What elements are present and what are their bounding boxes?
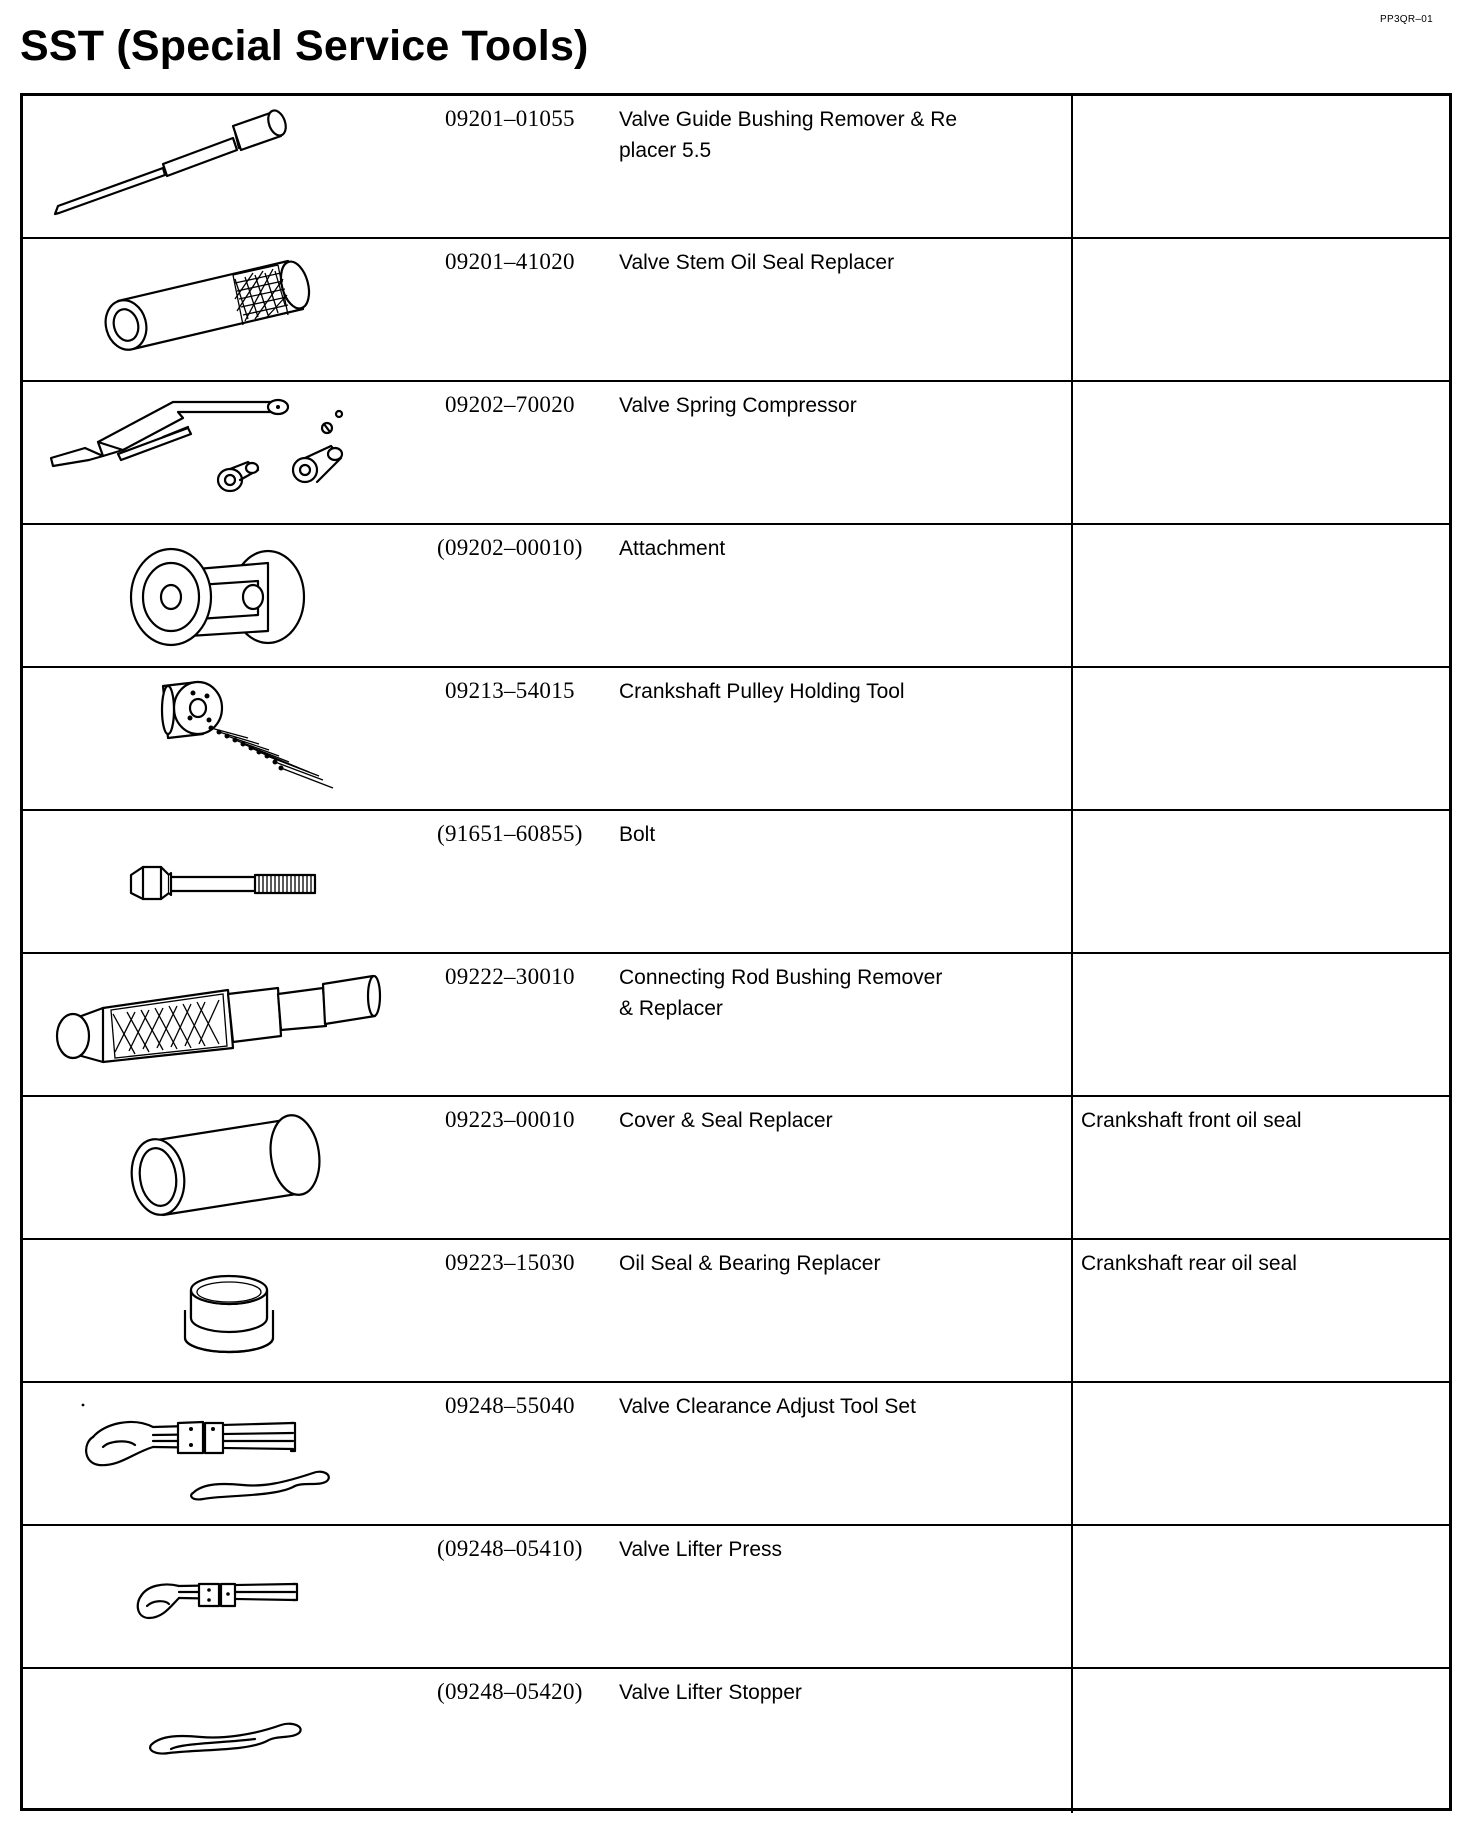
tool-name (619, 962, 979, 1024)
part-number: (09202–00010) (437, 535, 583, 560)
tool-name-line: & Replacer (619, 997, 723, 1020)
tool-name (619, 1248, 979, 1279)
part-number: 09213–54015 (445, 678, 575, 703)
table-row (23, 525, 1449, 668)
attachment-icon (23, 525, 413, 665)
valve-lifter-stopper-icon (23, 1669, 413, 1809)
tool-name-line: Crankshaft Pulley Holding Tool (619, 680, 905, 703)
table-row (23, 811, 1449, 954)
part-number: 09223–00010 (445, 1107, 575, 1132)
valve-clearance-adjust-tool-set-icon (23, 1383, 413, 1523)
table-row (23, 668, 1449, 811)
tool-name-line: Cover & Seal Replacer (619, 1109, 833, 1132)
part-number: 09201–41020 (445, 249, 575, 274)
part-number: (09248–05410) (437, 1536, 583, 1561)
valve-stem-oil-seal-replacer-icon (23, 239, 413, 379)
bolt-icon (23, 811, 413, 951)
tool-name (619, 1677, 979, 1708)
connecting-rod-bushing-remover-icon (23, 954, 413, 1094)
tool-note: Crankshaft front oil seal (1081, 1109, 1302, 1132)
tool-name (619, 1534, 979, 1565)
tool-name-line: Bolt (619, 823, 656, 846)
part-number: 09202–70020 (445, 392, 575, 417)
doc-code: PP3QR–01 (1380, 14, 1433, 25)
tool-note: Crankshaft rear oil seal (1081, 1252, 1297, 1275)
tool-name-line: Attachment (619, 537, 726, 560)
part-number: (91651–60855) (437, 821, 583, 846)
tool-name-line: Valve Spring Compressor (619, 394, 857, 417)
part-number: 09222–30010 (445, 964, 575, 989)
page-title: SST (Special Service Tools) (20, 22, 589, 70)
oil-seal-bearing-replacer-icon (23, 1240, 413, 1380)
crankshaft-pulley-holding-tool-icon (23, 668, 413, 808)
tool-name (619, 1391, 979, 1422)
valve-spring-compressor-icon (23, 382, 413, 522)
part-number: 09201–01055 (445, 106, 575, 131)
table-row (23, 1383, 1449, 1526)
tool-name-line: placer 5.5 (619, 139, 712, 162)
tool-name-line: Connecting Rod Bushing Remover (619, 966, 943, 989)
tool-name-line: Oil Seal & Bearing Replacer (619, 1252, 881, 1275)
tool-name (619, 676, 979, 707)
tool-name-line: Valve Clearance Adjust Tool Set (619, 1395, 916, 1418)
tool-name-line: Valve Lifter Stopper (619, 1681, 802, 1704)
table-row (23, 954, 1449, 1097)
table-row (23, 1240, 1449, 1383)
table-row (23, 239, 1449, 382)
tool-name-line: Valve Stem Oil Seal Replacer (619, 251, 895, 274)
tool-name (619, 390, 979, 421)
valve-guide-bushing-remover-icon (23, 96, 413, 236)
tool-name (619, 247, 979, 278)
table-row (23, 1526, 1449, 1669)
table-row (23, 1669, 1449, 1813)
cover-seal-replacer-icon (23, 1097, 413, 1237)
part-number: 09223–15030 (445, 1250, 575, 1275)
tool-name (619, 104, 979, 166)
table-row (23, 382, 1449, 525)
tool-name-line: Valve Guide Bushing Remover & Re (619, 108, 958, 131)
table-row (23, 1097, 1449, 1240)
table-row (23, 96, 1449, 239)
valve-lifter-press-icon (23, 1526, 413, 1666)
tool-name (619, 533, 979, 564)
part-number: (09248–05420) (437, 1679, 583, 1704)
part-number: 09248–55040 (445, 1393, 575, 1418)
tool-name (619, 819, 979, 850)
tool-name (619, 1105, 979, 1136)
tool-name-line: Valve Lifter Press (619, 1538, 783, 1561)
sst-table (20, 93, 1452, 1811)
